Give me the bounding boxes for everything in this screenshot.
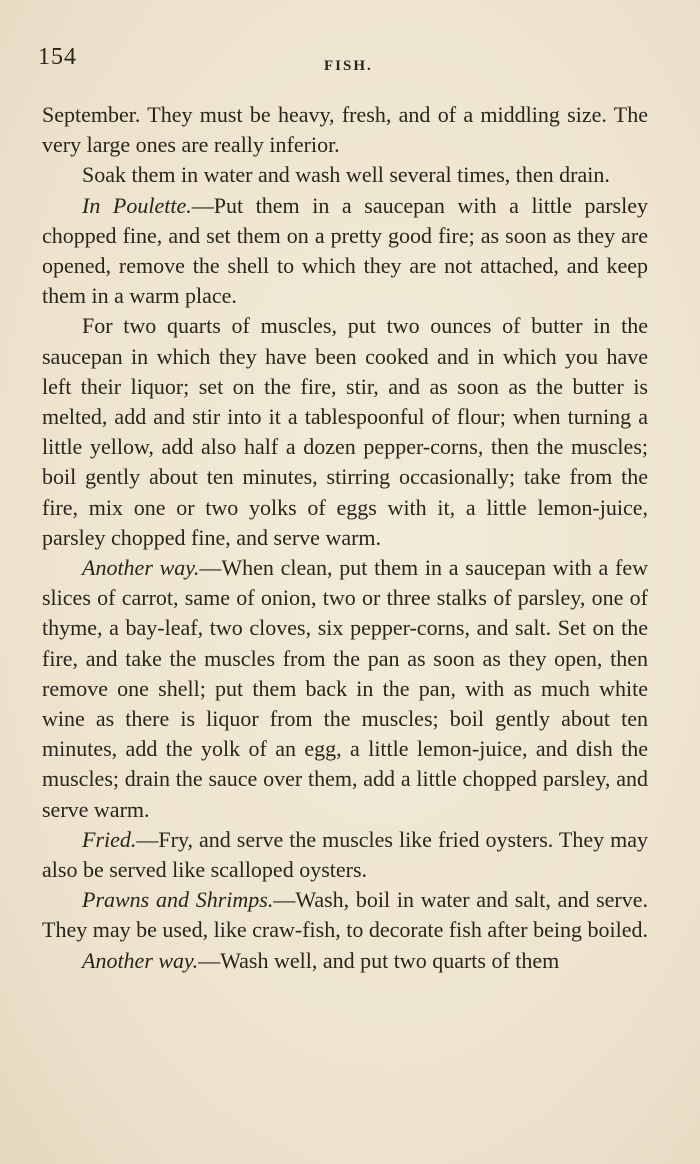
body-text [42, 100, 648, 976]
paragraph-lead: Prawns and Shrimps. [82, 887, 274, 913]
running-title: FISH. [324, 58, 373, 74]
running-head [38, 40, 650, 100]
paragraph-another-way [42, 946, 648, 976]
paragraph-text: —Wash well, and put two quarts of them [198, 947, 560, 973]
paragraph-text: —Fry, and serve the muscles like fried oysters. They may also be served like scalloped oysters. [42, 826, 648, 883]
paragraph-text: Soak them in water and wash well several times, then drain. [82, 162, 610, 188]
paragraph [42, 311, 648, 553]
paragraph-lead: Another way. [82, 947, 199, 973]
paragraph-lead: Fried. [82, 826, 137, 852]
paragraph-continued [42, 100, 648, 160]
paragraph-lead: Another way. [82, 555, 200, 581]
paragraph [42, 160, 648, 190]
paragraph-text: September. They must be heavy, fresh, and of a middling size. The very large ones are really inferior. [42, 102, 648, 158]
paragraph-another-way [42, 553, 648, 825]
paragraph-text: For two quarts of muscles, put two ounces of butter in the saucepan in which they have been cooked and in which you have left their liquor; set on the fire, stir, and as soon as the butter is melted, add and stir into it a tablespoonful of flour; when turning a little yellow, add also half a dozen pepper-corns, then the muscles; boil gently about ten minutes, stirring occasionally; take from the fire, mix one or two yolks of eggs with it, a little lemon-juice, parsley chopped fine, and serve warm. [42, 313, 648, 550]
paragraph-text: —When clean, put them in a saucepan with a few slices of carrot, same of onion, two or three stalks of parsley, one of thyme, a bay-leaf, two cloves, six pepper-corns, and salt. Set on the fire, and take the muscles from the pan as soon as they open, then remove one shell; put them back in the pan, with as much white wine as there is liquor from the muscles; boil gently about ten minutes, add the yolk of an egg, a little lemon-juice, and dish the muscles; drain the sauce over them, add a little chopped parsley, and serve warm. [42, 555, 648, 822]
paragraph-lead: In Poulette. [82, 192, 192, 218]
paragraph-text: —Wash, boil in water and salt, and serve. They may be used, like craw-fish, to decorate fish after being boiled. [42, 887, 648, 943]
page-number: 154 [38, 44, 77, 70]
paragraph-text: —Put them in a saucepan with a little parsley chopped fine, and set them on a pretty good fire; as soon as they are opened, remove the shell to which they are not attached, and keep them in a warm place. [42, 192, 648, 309]
paragraph-prawns-and-shrimps [42, 885, 648, 945]
paragraph-fried [42, 825, 648, 885]
paragraph-in-poulette [42, 191, 648, 312]
